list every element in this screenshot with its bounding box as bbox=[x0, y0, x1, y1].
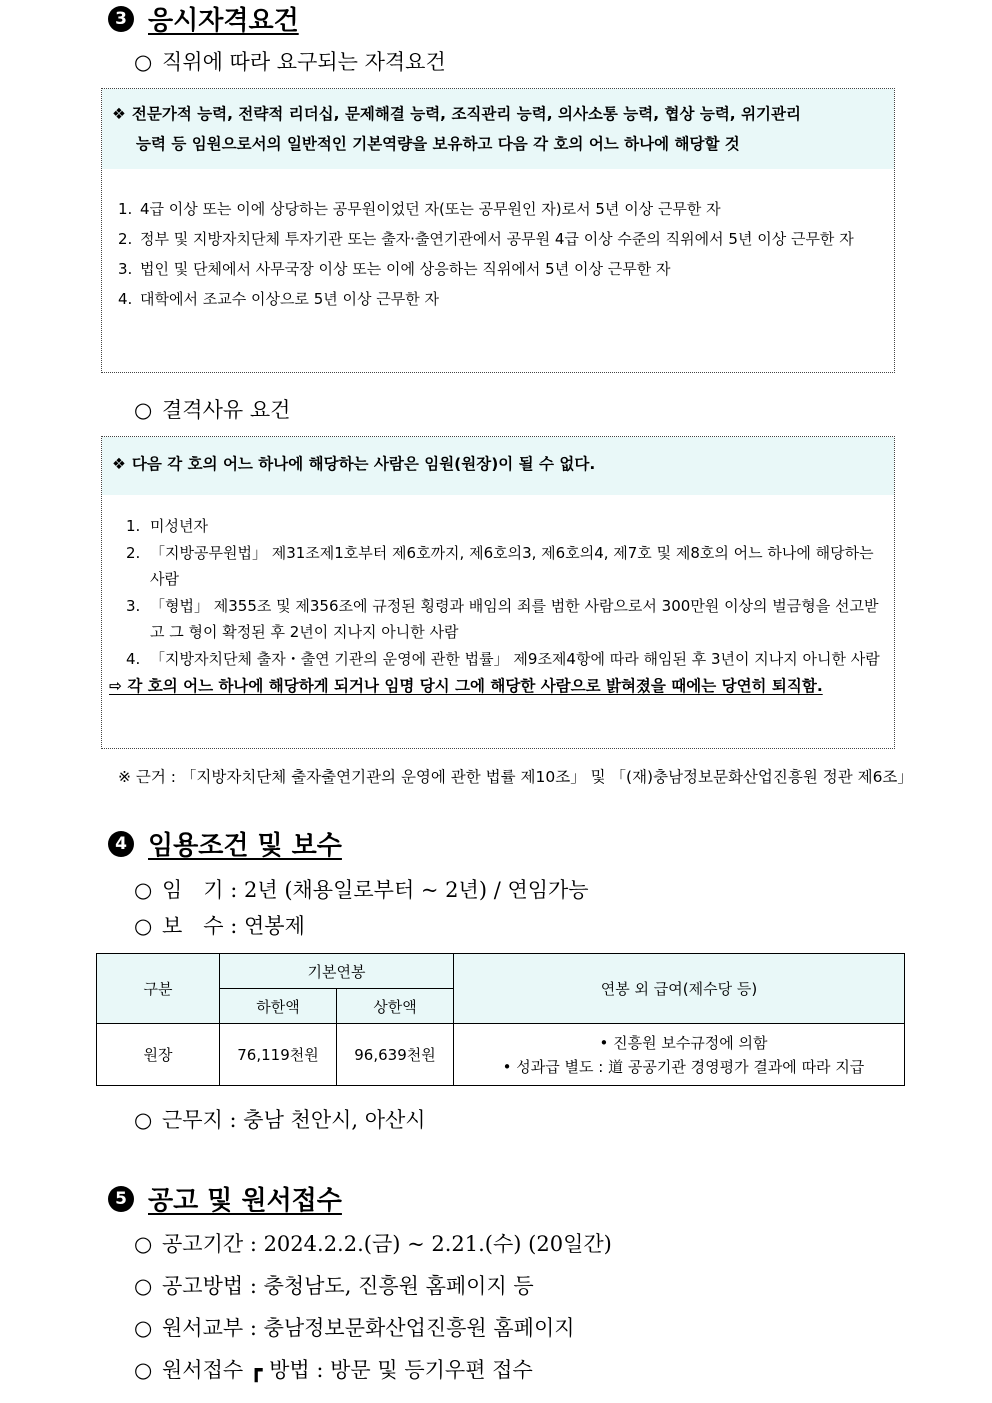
list-item: 1. 미성년자 bbox=[126, 517, 208, 535]
table-cell: 76,119천원 bbox=[220, 1024, 337, 1086]
workplace-line: ○ 근무지 : 충남 천안시, 아산시 bbox=[134, 1108, 426, 1132]
term-line: ○ 임 기 : 2년 (채용일로부터 ~ 2년) / 연임가능 bbox=[134, 878, 589, 902]
salary-table bbox=[96, 953, 905, 1086]
application-line: ○ 원서접수 ┏ 방법 : 방문 및 등기우편 접수 bbox=[134, 1358, 533, 1382]
circle-bullet-icon: ○ bbox=[134, 1108, 153, 1132]
list-item: 4. 대학에서 조교수 이상으로 5년 이상 근무한 자 bbox=[118, 290, 439, 308]
list-item: • 진흥원 보수규정에 의함 bbox=[599, 1033, 768, 1052]
disqualification-subheading: ○ 결격사유 요건 bbox=[134, 398, 291, 422]
table-cell: 96,639천원 bbox=[337, 1024, 454, 1086]
qualification-list bbox=[102, 169, 894, 314]
section-number-badge: 5 bbox=[108, 1186, 134, 1212]
disqualification-box-header: ❖ 다음 각 호의 어느 하나에 해당하는 사람은 임원(원장)이 될 수 없다. bbox=[102, 437, 894, 495]
table-header: 연봉 외 급여(제수당 등) bbox=[454, 954, 905, 1024]
notice-method-line: ○ 공고방법 : 충청남도, 진흥원 홈페이지 등 bbox=[134, 1274, 534, 1298]
section-4-title bbox=[108, 825, 342, 862]
salary-line: ○ 보 수 : 연봉제 bbox=[134, 914, 305, 938]
circle-bullet-icon: ○ bbox=[134, 1316, 153, 1340]
circle-bullet-icon: ○ bbox=[134, 914, 153, 938]
diamond-bullet-icon: ❖ bbox=[112, 105, 126, 123]
diamond-bullet-icon: ❖ bbox=[112, 455, 126, 473]
section-5-title bbox=[108, 1180, 342, 1217]
list-item: • 성과급 별도 : 道 공공기관 경영평가 결과에 따라 지급 bbox=[502, 1057, 865, 1076]
section-number-badge: 4 bbox=[108, 831, 134, 857]
circle-bullet-icon: ○ bbox=[134, 1358, 153, 1382]
retirement-note: ⇨ 각 호의 어느 하나에 해당하게 되거나 임명 당시 그에 해당한 사람으로 밝혀졌을 때에는 당연히 퇴직함. bbox=[109, 677, 823, 695]
circle-bullet-icon: ○ bbox=[134, 1232, 153, 1256]
notice-period-line: ○ 공고기간 : 2024.2.2.(금) ~ 2.21.(수) (20일간) bbox=[134, 1232, 612, 1256]
section-heading: 임용조건 및 보수 bbox=[148, 831, 342, 861]
circle-bullet-icon: ○ bbox=[134, 50, 153, 74]
qualification-box bbox=[101, 88, 895, 373]
circle-bullet-icon: ○ bbox=[134, 1274, 153, 1298]
list-item: 3. 「형법」 제355조 및 제356조에 규정된 횡령과 배임의 죄를 범한 사람으로서 300만원 이상의 벌금형을 선고받고 그 형이 확정된 후 2년이 지나지 아니한 사람 bbox=[126, 596, 879, 641]
list-item: 2. 정부 및 지방자치단체 투자기관 또는 출자·출연기관에서 공무원 4급 이상 수준의 직위에서 5년 이상 근무한 자 bbox=[118, 230, 854, 248]
table-header: 기본연봉 bbox=[220, 954, 454, 989]
table-header: 하한액 bbox=[220, 989, 337, 1024]
form-distribution-line: ○ 원서교부 : 충남정보문화산업진흥원 홈페이지 bbox=[134, 1316, 575, 1340]
table-cell: 원장 bbox=[97, 1024, 220, 1086]
section-heading: 응시자격요건 bbox=[148, 6, 299, 36]
table-header: 상한액 bbox=[337, 989, 454, 1024]
list-item: 2. 「지방공무원법」 제31조제1호부터 제6호까지, 제6호의3, 제6호의4, 제7호 및 제8호의 어느 하나에 해당하는 사람 bbox=[126, 543, 874, 588]
list-item: 1. 4급 이상 또는 이에 상당하는 공무원이었던 자(또는 공무원인 자)로서 5년 이상 근무한 자 bbox=[118, 200, 721, 218]
section-heading: 공고 및 원서접수 bbox=[148, 1186, 342, 1216]
circle-bullet-icon: ○ bbox=[134, 398, 153, 422]
qualification-box-header: ❖ 전문가적 능력, 전략적 리더십, 문제해결 능력, 조직관리 능력, 의사소통 능력, 협상 능력, 위기관리 능력 등 임원으로서의 일반적인 기본역량을 보유하고 다음 각 호의 어느 하나에 해당할 것 bbox=[102, 89, 894, 169]
section-number-badge: 3 bbox=[108, 6, 134, 32]
disqualification-list bbox=[102, 495, 894, 672]
list-item: 4. 「지방자치단체 출자・출연 기관의 운영에 관한 법률」 제9조제4항에 따라 해임된 후 3년이 지나지 아니한 사람 bbox=[126, 649, 880, 668]
qualification-subheading: ○ 직위에 따라 요구되는 자격요건 bbox=[134, 50, 446, 74]
legal-basis-note: ※ 근거 : 「지방자치단체 출자출연기관의 운영에 관한 법률 제10조」 및 「(재)충남정보문화산업진흥원 정관 제6조」 bbox=[118, 768, 913, 786]
disqualification-box bbox=[101, 436, 895, 749]
circle-bullet-icon: ○ bbox=[134, 878, 153, 902]
table-header: 구분 bbox=[97, 954, 220, 1024]
list-item: 3. 법인 및 단체에서 사무국장 이상 또는 이에 상응하는 직위에서 5년 이상 근무한 자 bbox=[118, 260, 671, 278]
section-3-title bbox=[108, 0, 299, 37]
table-cell bbox=[454, 1024, 905, 1086]
